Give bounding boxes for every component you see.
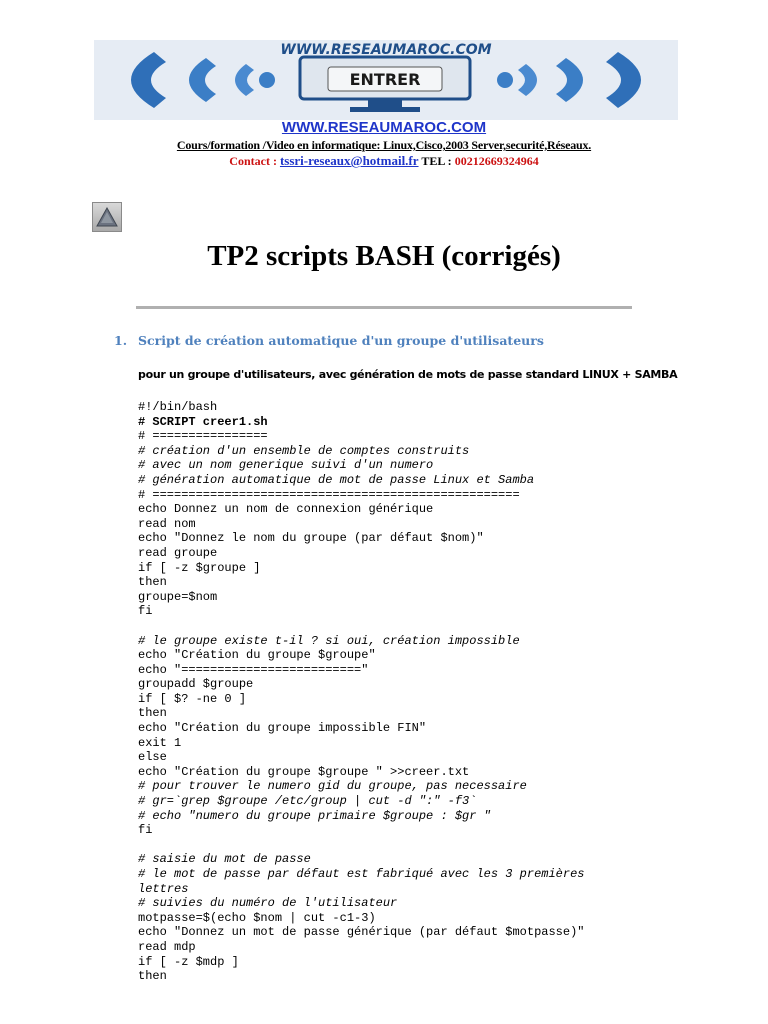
- code-line: # génération automatique de mot de passe Linux et Samba: [138, 472, 535, 487]
- site-link[interactable]: WWW.RESEAUMAROC.COM: [281, 119, 487, 136]
- document-title: TP2 scripts BASH (corrigés): [207, 240, 561, 272]
- code-line: echo "Donnez un mot de passe générique (par défaut $motpasse)": [138, 925, 585, 940]
- code-line: echo "Donnez le nom du groupe (par défaut $nom)": [138, 531, 484, 546]
- code-line: # ===================================================: [138, 487, 520, 502]
- code-line: if [ -z $groupe ]: [138, 560, 261, 575]
- section-heading-text: Script de création automatique d'un groupe d'utilisateurs: [138, 333, 544, 348]
- section-heading: [114, 333, 544, 348]
- dot-icon: [497, 72, 513, 88]
- code-line: echo "Création du groupe $groupe": [138, 648, 376, 663]
- code-line: if [ $? -ne 0 ]: [138, 691, 247, 706]
- contact-line: [0, 153, 768, 169]
- code-line: # avec un nom generique suivi d'un numero: [138, 458, 434, 473]
- code-line: #!/bin/bash: [138, 400, 218, 414]
- code-line: read groupe: [138, 545, 218, 560]
- code-line: lettres: [138, 881, 189, 896]
- code-line: read nom: [138, 516, 196, 531]
- code-line: [138, 619, 758, 634]
- banner-url: WWW.RESEAUMAROC.COM: [280, 42, 492, 58]
- code-line: then: [138, 969, 167, 984]
- code-line: # le groupe existe t-il ? si oui, création impossible: [138, 633, 520, 648]
- code-line: then: [138, 575, 167, 590]
- code-line: groupe=$nom: [138, 589, 218, 604]
- code-block: [138, 400, 758, 984]
- code-line: # suivies du numéro de l'utilisateur: [138, 896, 398, 911]
- site-banner[interactable]: [94, 40, 678, 120]
- code-line: # saisie du mot de passe: [138, 852, 311, 867]
- tel-label: TEL :: [421, 154, 452, 168]
- enter-button-label: ENTRER: [349, 70, 421, 89]
- code-line: echo Donnez un nom de connexion générique: [138, 502, 434, 517]
- code-line: [138, 838, 758, 853]
- code-line: groupadd $groupe: [138, 677, 254, 692]
- section-number: 1.: [114, 333, 128, 348]
- code-line: echo "Création du groupe impossible FIN": [138, 721, 427, 736]
- banner-graphic: [94, 40, 678, 120]
- code-line: # pour trouver le numero gid du groupe, pas necessaire: [138, 779, 527, 794]
- contact-label: Contact :: [229, 154, 277, 168]
- triangle-up-icon: [96, 207, 118, 227]
- code-line: else: [138, 750, 167, 765]
- code-line: fi: [138, 823, 153, 838]
- code-line: # gr=`grep $groupe /etc/group | cut -d ":" -f3`: [138, 794, 477, 809]
- code-line: # création d'un ensemble de comptes construits: [138, 443, 470, 458]
- code-line: fi: [138, 604, 153, 619]
- code-line: # le mot de passe par défaut est fabriqué avec les 3 premières: [138, 867, 585, 881]
- back-to-top-button[interactable]: [92, 202, 122, 232]
- code-line: then: [138, 706, 167, 721]
- section-intro: pour un groupe d'utilisateurs, avec génération de mots de passe standard LINUX + SAMBA: [138, 368, 678, 381]
- code-line: # echo "numero du groupe primaire $groupe : $gr ": [138, 808, 491, 823]
- title-divider: [136, 306, 632, 309]
- code-line: # SCRIPT creer1.sh: [138, 414, 268, 429]
- code-line: exit 1: [138, 735, 182, 750]
- code-line: read mdp: [138, 939, 196, 954]
- dot-icon: [259, 72, 275, 88]
- code-line: if [ -z $mdp ]: [138, 954, 239, 969]
- code-line: motpasse=$(echo $nom | cut -c1-3): [138, 910, 376, 925]
- contact-email-link[interactable]: tssri-reseaux@hotmail.fr: [279, 153, 419, 168]
- site-subtitle: Cours/formation /Video en informatique: Linux,Cisco,2003 Server,securité,Réseaux.: [176, 138, 592, 152]
- tel-number: 00212669324964: [454, 154, 539, 168]
- code-line: # ================: [138, 429, 268, 444]
- code-line: echo "=========================": [138, 662, 369, 677]
- code-line: echo "Création du groupe $groupe " >>creer.txt: [138, 764, 470, 779]
